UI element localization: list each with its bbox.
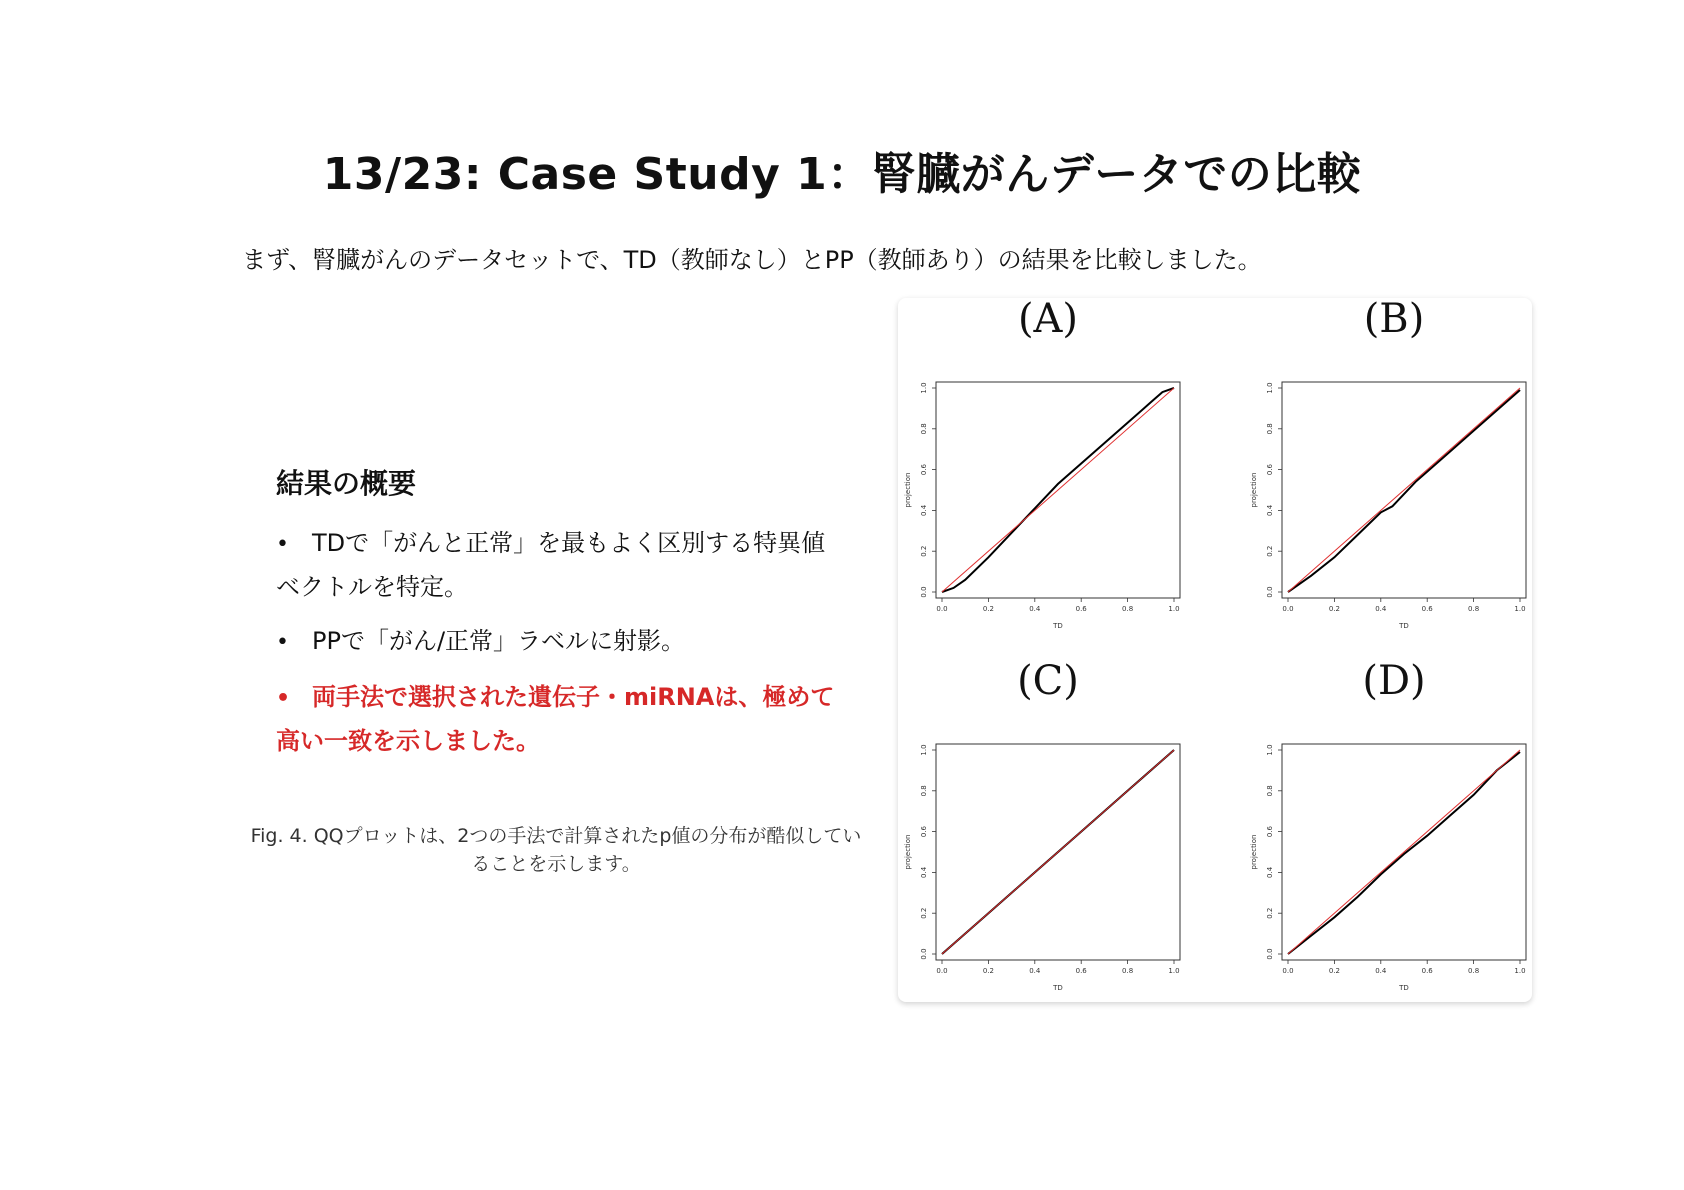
figure-caption: Fig. 4. QQプロットは、2つの手法で計算されたp値の分布が酷似していることを示します。 bbox=[250, 825, 862, 875]
y-tick-label: 0.6 bbox=[920, 826, 928, 838]
summary-bullet-text: TDで「がんと正常」を最もよく区別する特異値ベクトルを特定。 bbox=[276, 529, 826, 601]
y-tick-label: 0.2 bbox=[1266, 907, 1274, 919]
y-tick-label: 0.2 bbox=[1266, 545, 1274, 557]
y-tick-label: 0.0 bbox=[1266, 948, 1274, 960]
summary-bullet-text: PPで「がん/正常」ラベルに射影。 bbox=[312, 627, 686, 655]
x-tick-label: 0.6 bbox=[1421, 967, 1433, 975]
y-tick-label: 1.0 bbox=[1266, 744, 1274, 756]
y-tick-label: 0.6 bbox=[920, 464, 928, 476]
summary-bullet-3 bbox=[276, 676, 846, 762]
x-tick-label: 1.0 bbox=[1168, 605, 1180, 613]
x-axis-label: TD bbox=[1399, 984, 1409, 992]
summary-heading: 結果の概要 bbox=[276, 467, 417, 500]
y-tick-label: 0.8 bbox=[920, 785, 928, 797]
panel-label: (D) bbox=[1362, 658, 1426, 704]
reference-line bbox=[942, 750, 1174, 954]
x-tick-label: 0.2 bbox=[982, 967, 994, 975]
panel-label: (A) bbox=[1017, 298, 1079, 342]
y-axis-label: projection bbox=[1250, 834, 1258, 870]
y-axis-label: projection bbox=[904, 834, 912, 870]
summary-section bbox=[276, 462, 846, 774]
x-tick-label: 0.4 bbox=[1029, 605, 1041, 613]
reference-line bbox=[942, 388, 1174, 592]
y-tick-label: 0.6 bbox=[1266, 826, 1274, 838]
x-tick-label: 0.0 bbox=[1282, 605, 1294, 613]
panel-label: (C) bbox=[1017, 658, 1079, 704]
x-tick-label: 1.0 bbox=[1514, 967, 1526, 975]
y-tick-label: 0.0 bbox=[920, 948, 928, 960]
x-tick-label: 0.4 bbox=[1375, 605, 1387, 613]
x-axis-label: TD bbox=[1053, 622, 1063, 630]
y-tick-label: 0.2 bbox=[920, 545, 928, 557]
y-tick-label: 0.4 bbox=[1266, 866, 1274, 878]
bullet-marker: • bbox=[276, 630, 289, 655]
y-tick-label: 0.2 bbox=[920, 907, 928, 919]
y-tick-label: 0.4 bbox=[920, 866, 928, 878]
x-tick-label: 0.0 bbox=[936, 967, 948, 975]
x-tick-label: 0.6 bbox=[1421, 605, 1433, 613]
reference-line bbox=[1288, 750, 1520, 954]
x-tick-label: 0.4 bbox=[1029, 967, 1041, 975]
y-tick-label: 1.0 bbox=[920, 744, 928, 756]
x-tick-label: 0.8 bbox=[1122, 605, 1134, 613]
x-tick-label: 0.0 bbox=[936, 605, 948, 613]
x-tick-label: 0.8 bbox=[1468, 605, 1480, 613]
y-tick-label: 0.8 bbox=[920, 423, 928, 435]
x-tick-label: 1.0 bbox=[1514, 605, 1526, 613]
summary-bullet-1 bbox=[276, 522, 846, 608]
panel-label: (B) bbox=[1363, 298, 1425, 342]
summary-bullet-2 bbox=[276, 620, 846, 664]
bullet-marker: • bbox=[276, 686, 291, 711]
x-tick-label: 0.2 bbox=[1328, 967, 1340, 975]
y-tick-label: 0.4 bbox=[1266, 504, 1274, 516]
x-tick-label: 0.2 bbox=[982, 605, 994, 613]
x-tick-label: 0.8 bbox=[1468, 967, 1480, 975]
bullet-marker: • bbox=[276, 532, 289, 557]
intro-text: まず、腎臓がんのデータセットで、TD（教師なし）とPP（教師あり）の結果を比較しました。 bbox=[242, 246, 1262, 274]
x-axis-label: TD bbox=[1053, 984, 1063, 992]
x-tick-label: 0.2 bbox=[1328, 605, 1340, 613]
y-tick-label: 1.0 bbox=[1266, 382, 1274, 394]
x-tick-label: 0.4 bbox=[1375, 967, 1387, 975]
y-axis-label: projection bbox=[1250, 472, 1258, 508]
qq-plot-svg bbox=[898, 298, 1532, 1002]
y-tick-label: 0.0 bbox=[1266, 586, 1274, 598]
y-tick-label: 0.4 bbox=[920, 504, 928, 516]
x-tick-label: 0.6 bbox=[1075, 605, 1087, 613]
reference-line bbox=[1288, 388, 1520, 592]
x-axis-label: TD bbox=[1399, 622, 1409, 630]
y-tick-label: 0.8 bbox=[1266, 423, 1274, 435]
summary-list bbox=[276, 522, 846, 762]
y-tick-label: 0.0 bbox=[920, 586, 928, 598]
x-tick-label: 0.6 bbox=[1075, 967, 1087, 975]
y-tick-label: 0.8 bbox=[1266, 785, 1274, 797]
y-tick-label: 0.6 bbox=[1266, 464, 1274, 476]
summary-bullet-text: 両手法で選択された遺伝子・miRNAは、極めて高い一致を示しました。 bbox=[276, 683, 835, 755]
x-tick-label: 0.0 bbox=[1282, 967, 1294, 975]
slide-title: 13/23: Case Study 1：腎臓がんデータでの比較 bbox=[322, 149, 1362, 200]
y-axis-label: projection bbox=[904, 472, 912, 508]
qq-plot-figure bbox=[898, 298, 1532, 1002]
y-tick-label: 1.0 bbox=[920, 382, 928, 394]
x-tick-label: 0.8 bbox=[1122, 967, 1134, 975]
x-tick-label: 1.0 bbox=[1168, 967, 1180, 975]
